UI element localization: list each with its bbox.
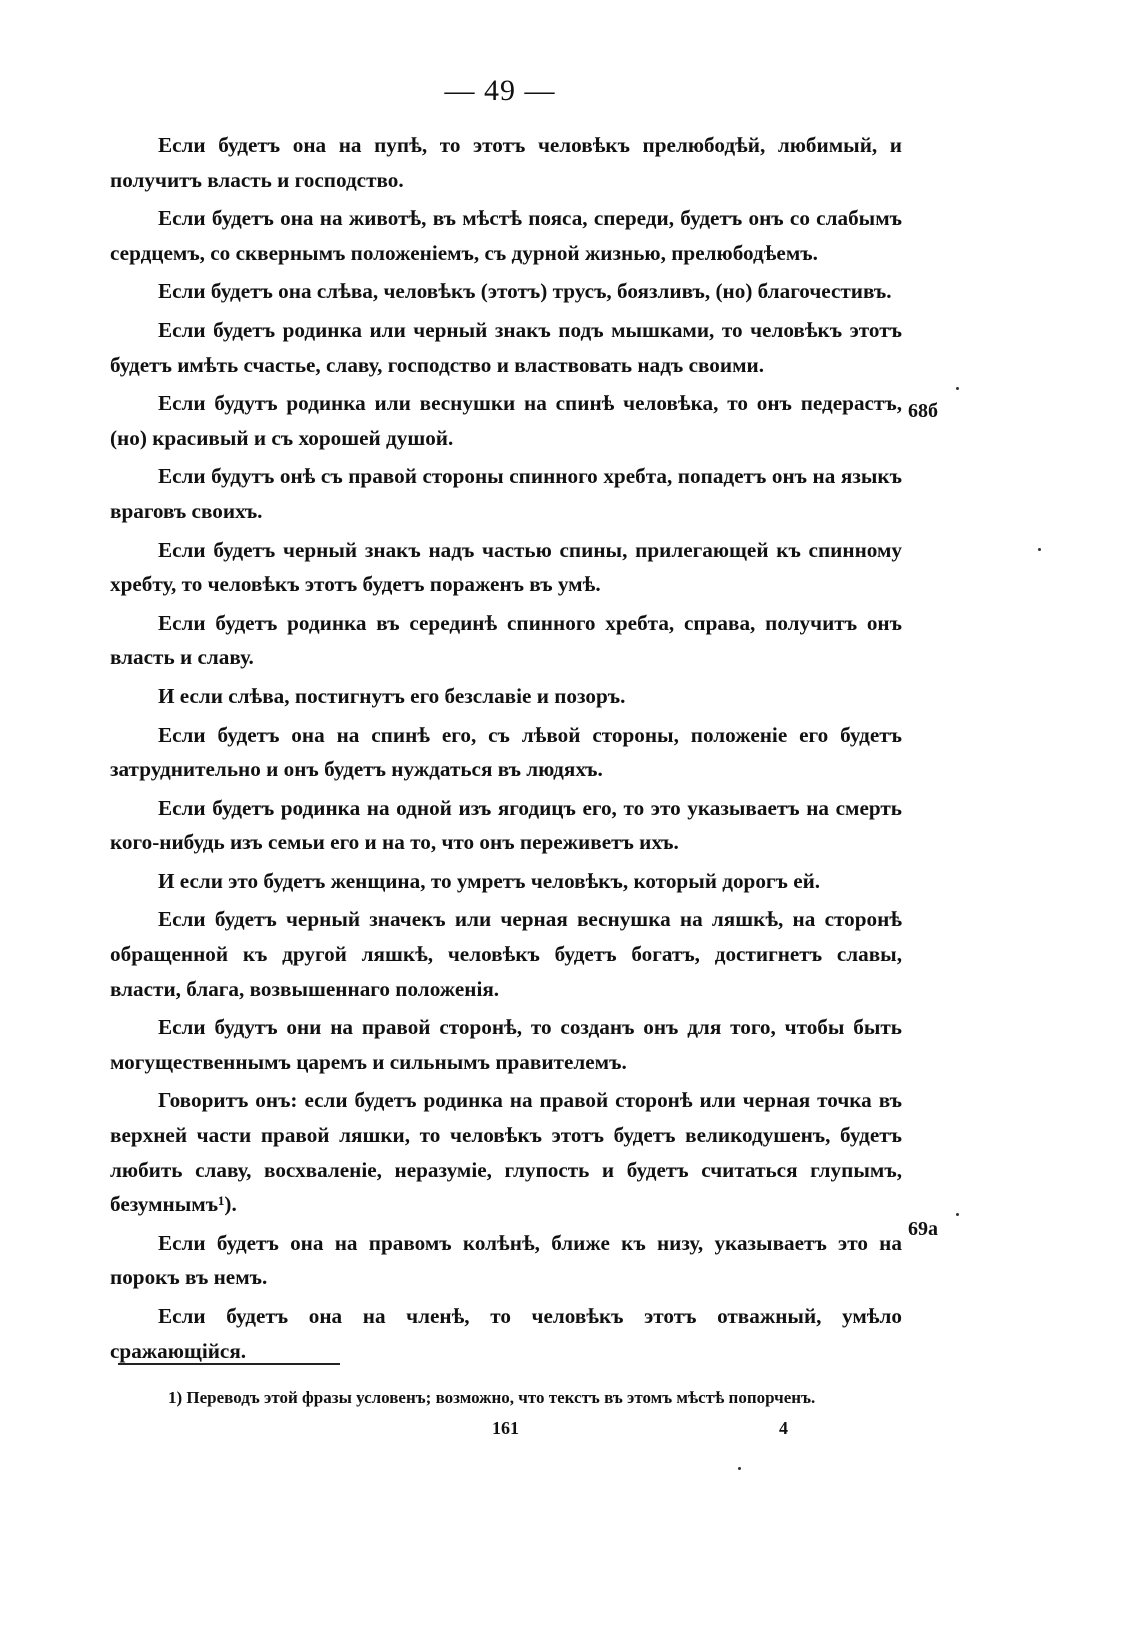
margin-folio-note: 68б bbox=[908, 400, 938, 422]
printer-signature-mark: 4 bbox=[779, 1418, 788, 1438]
printer-signature-number: 161 bbox=[492, 1418, 519, 1438]
page-number: — 49 — bbox=[444, 74, 556, 107]
paragraph: Если будетъ родинка или черный знакъ подъ мышками, то человѣкъ этотъ будетъ имѣть счастье, славу, господство и властвовать надъ своими. bbox=[110, 317, 902, 377]
paragraph: Если будутъ они на правой сторонѣ, то созданъ онъ для того, чтобы быть могущественнымъ царемъ и сильнымъ правителемъ. bbox=[110, 1015, 902, 1074]
paragraph: И если это будетъ женщина, то умретъ человѣкъ, который дорогъ ей. bbox=[158, 868, 821, 893]
paragraph: Если будетъ она слѣва, человѣкъ (этотъ) трусъ, боязливъ, (но) благочестивъ. bbox=[158, 279, 892, 304]
footnote: 1) Переводъ этой фразы условенъ; возможно, что текстъ въ этомъ мѣстѣ попорченъ. bbox=[168, 1388, 816, 1407]
paragraph: Если будетъ она на членѣ, то человѣкъ этотъ отважный, умѣло сражающійся. bbox=[110, 1304, 902, 1363]
scan-speck bbox=[956, 1213, 959, 1216]
paragraph: И если слѣва, постигнутъ его безславіе и позоръ. bbox=[158, 683, 626, 708]
paragraph: Если будетъ она на спинѣ его, съ лѣвой стороны, положеніе его будетъ затруднительно и онъ будетъ нуждаться въ людяхъ. bbox=[110, 722, 902, 782]
margin-folio-note: 69а bbox=[908, 1218, 938, 1240]
scan-speck bbox=[956, 387, 959, 390]
paragraph: Говоритъ онъ: если будетъ родинка на правой сторонѣ или черная точка въ верхней части правой ляшки, то человѣкъ этотъ будетъ великодушенъ, будетъ любить славу, восхваленіе, неразуміе, глупость и будетъ считаться глупымъ, безумнымъ¹). bbox=[110, 1088, 902, 1217]
paragraph: Если будутъ родинка или веснушки на спинѣ человѣка, то онъ педерастъ, (но) красивый и съ хорошей душой. bbox=[110, 391, 902, 450]
paragraph: Если будетъ она на животѣ, въ мѣстѣ пояса, спереди, будетъ онъ со слабымъ сердцемъ, со сквернымъ положеніемъ, съ дурной жизнью, прелюбодѣемъ. bbox=[110, 206, 902, 265]
main-text bbox=[110, 128, 902, 1372]
paragraph: Если будетъ родинка на одной изъ ягодицъ его, то это указываетъ на смерть кого-нибудь изъ семьи его и на то, что онъ переживетъ ихъ. bbox=[110, 795, 902, 855]
footnote-divider bbox=[118, 1363, 340, 1365]
scan-speck bbox=[738, 1467, 741, 1470]
paragraph: Если будетъ она на правомъ колѣнѣ, ближе къ низу, указываетъ это на порокъ въ немъ. bbox=[110, 1230, 902, 1290]
paragraph: Если будетъ черный знакъ надъ частью спины, прилегающей къ спинному хребту, то человѣкъ этотъ будетъ пораженъ въ умѣ. bbox=[110, 537, 902, 597]
paragraph: Если будетъ она на пупѣ, то этотъ человѣкъ прелюбодѣй, любимый, и получитъ власть и господство. bbox=[110, 133, 902, 192]
paragraph: Если будутъ онѣ съ правой стороны спинного хребта, попадетъ онъ на языкъ враговъ своихъ. bbox=[110, 464, 902, 523]
paragraph: Если будетъ черный значекъ или черная веснушка на ляшкѣ, на сторонѣ обращенной къ другой ляшкѣ, человѣкъ будетъ богатъ, достигнетъ славы, власти, блага, возвышеннаго положенія. bbox=[110, 907, 902, 1001]
paragraph: Если будетъ родинка въ серединѣ спинного хребта, справа, получитъ онъ власть и славу. bbox=[110, 610, 902, 670]
scan-speck bbox=[1038, 548, 1041, 551]
